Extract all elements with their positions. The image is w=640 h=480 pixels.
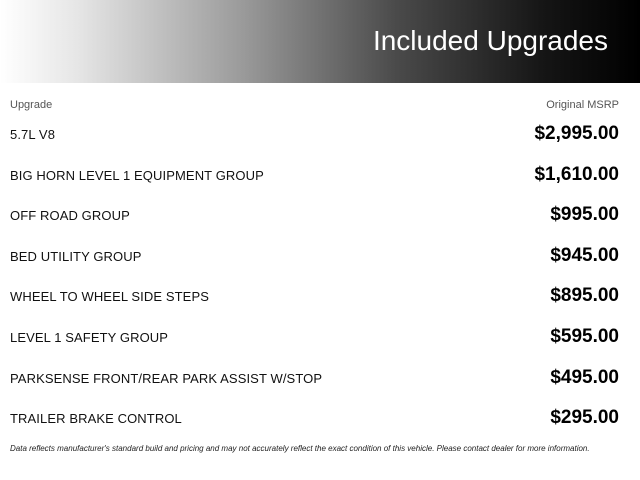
upgrades-list: [10, 115, 619, 440]
upgrade-price: $1,610.00: [534, 163, 619, 185]
disclaimer-text: Data reflects manufacturer's standard build and pricing and may not accurately reflect the exact condition of this vehicle. Please contact dealer for more information.: [10, 444, 590, 453]
upgrade-row: [10, 237, 619, 278]
upgrade-row: [10, 196, 619, 237]
header-banner: [0, 0, 640, 83]
upgrade-name: WHEEL TO WHEEL SIDE STEPS: [10, 289, 209, 305]
upgrade-name: 5.7L V8: [10, 127, 56, 142]
upgrade-price: $295.00: [550, 407, 619, 429]
upgrade-name: PARKSENSE FRONT/REAR PARK ASSIST W/STOP: [10, 370, 323, 386]
upgrade-price: $995.00: [550, 204, 619, 226]
upgrade-name: OFF ROAD GROUP: [10, 208, 130, 224]
upgrade-row: [10, 359, 619, 400]
upgrade-name: TRAILER BRAKE CONTROL: [10, 411, 182, 427]
upgrade-row: [10, 399, 619, 440]
upgrade-price: $495.00: [550, 366, 619, 388]
page-title: Included Upgrades: [372, 25, 608, 56]
upgrade-row: [10, 156, 619, 197]
upgrade-row: [10, 318, 619, 359]
msrp-column-header: Original MSRP: [546, 99, 619, 111]
upgrade-name: LEVEL 1 SAFETY GROUP: [10, 329, 169, 345]
upgrade-row: [10, 277, 619, 318]
upgrade-name: BIG HORN LEVEL 1 EQUIPMENT GROUP: [10, 167, 264, 183]
upgrade-price: $895.00: [550, 285, 619, 307]
upgrade-row: [10, 115, 619, 156]
upgrade-price: $945.00: [550, 244, 619, 266]
upgrade-price: $595.00: [550, 325, 619, 347]
upgrade-price: $2,995.00: [534, 123, 619, 144]
upgrade-name: BED UTILITY GROUP: [10, 248, 142, 264]
upgrade-column-header: Upgrade: [10, 99, 53, 111]
column-headers: [10, 99, 619, 113]
